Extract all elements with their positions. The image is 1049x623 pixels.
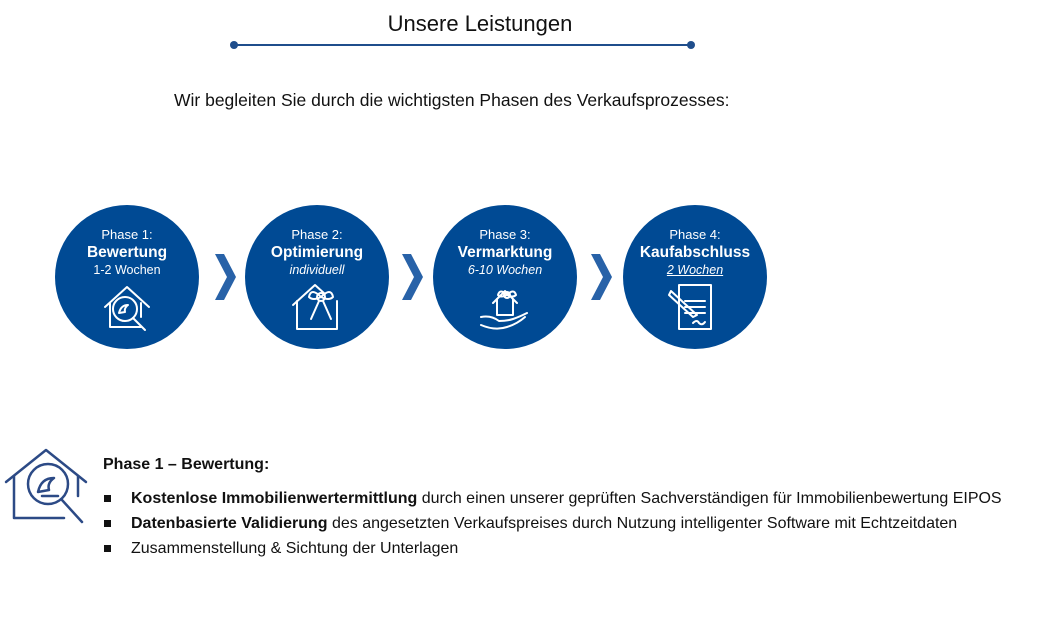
phase-1-circle <box>55 205 199 349</box>
bullet-bold-text: Kostenlose Immobilienwertermittlung <box>131 490 418 507</box>
title-divider-dot-right <box>687 41 695 49</box>
phase-label: Phase 2: <box>291 227 343 242</box>
phase-duration: 6-10 Wochen <box>467 263 543 277</box>
phase-name: Vermarktung <box>457 244 553 261</box>
chevron-right-icon <box>213 254 237 300</box>
phase-name: Bewertung <box>86 244 168 261</box>
bullet-text: durch einen unserer geprüften Sachverständigen für Immobilienbewertung EIPOS <box>417 490 1002 507</box>
phase-4-circle <box>623 205 767 349</box>
title-divider <box>234 44 692 46</box>
phase-3-circle <box>433 205 577 349</box>
list-item <box>103 513 1008 534</box>
house-magnifier-icon <box>2 438 96 528</box>
phase-name: Optimierung <box>270 244 364 261</box>
phase-label: Phase 4: <box>669 227 721 242</box>
phase-label: Phase 1: <box>101 227 153 242</box>
detail-title: Phase 1 – Bewertung: <box>103 456 270 473</box>
bullet-square <box>104 520 111 527</box>
chevron-right-icon <box>400 254 424 300</box>
contract-pen-icon <box>667 279 723 333</box>
list-item <box>103 488 1008 509</box>
house-ribbon-icon <box>289 279 345 333</box>
hand-house-icon <box>477 279 533 333</box>
phase-label: Phase 3: <box>479 227 531 242</box>
phase-name: Kaufabschluss <box>639 244 751 261</box>
bullet-square <box>104 495 111 502</box>
list-item <box>103 538 1008 559</box>
bullet-square <box>104 545 111 552</box>
phase-2-circle <box>245 205 389 349</box>
detail-bullet-list <box>103 488 1008 563</box>
bullet-bold-text: Datenbasierte Validierung <box>131 515 328 532</box>
phase-duration: 2 Wochen <box>666 263 724 277</box>
chevron-right-icon <box>589 254 613 300</box>
bullet-text: Zusammenstellung & Sichtung der Unterlagen <box>131 540 459 557</box>
phase-duration: individuell <box>289 263 345 277</box>
house-magnifier-icon <box>99 279 155 333</box>
page-title: Unsere Leistungen <box>387 11 573 36</box>
bullet-text: des angesetzten Verkaufspreises durch Nutzung intelligenter Software mit Echtzeitdaten <box>327 515 958 532</box>
phase-duration: 1-2 Wochen <box>93 263 161 277</box>
title-divider-dot-left <box>230 41 238 49</box>
intro-text: Wir begleiten Sie durch die wichtigsten Phasen des Verkaufsprozesses: <box>174 90 730 110</box>
